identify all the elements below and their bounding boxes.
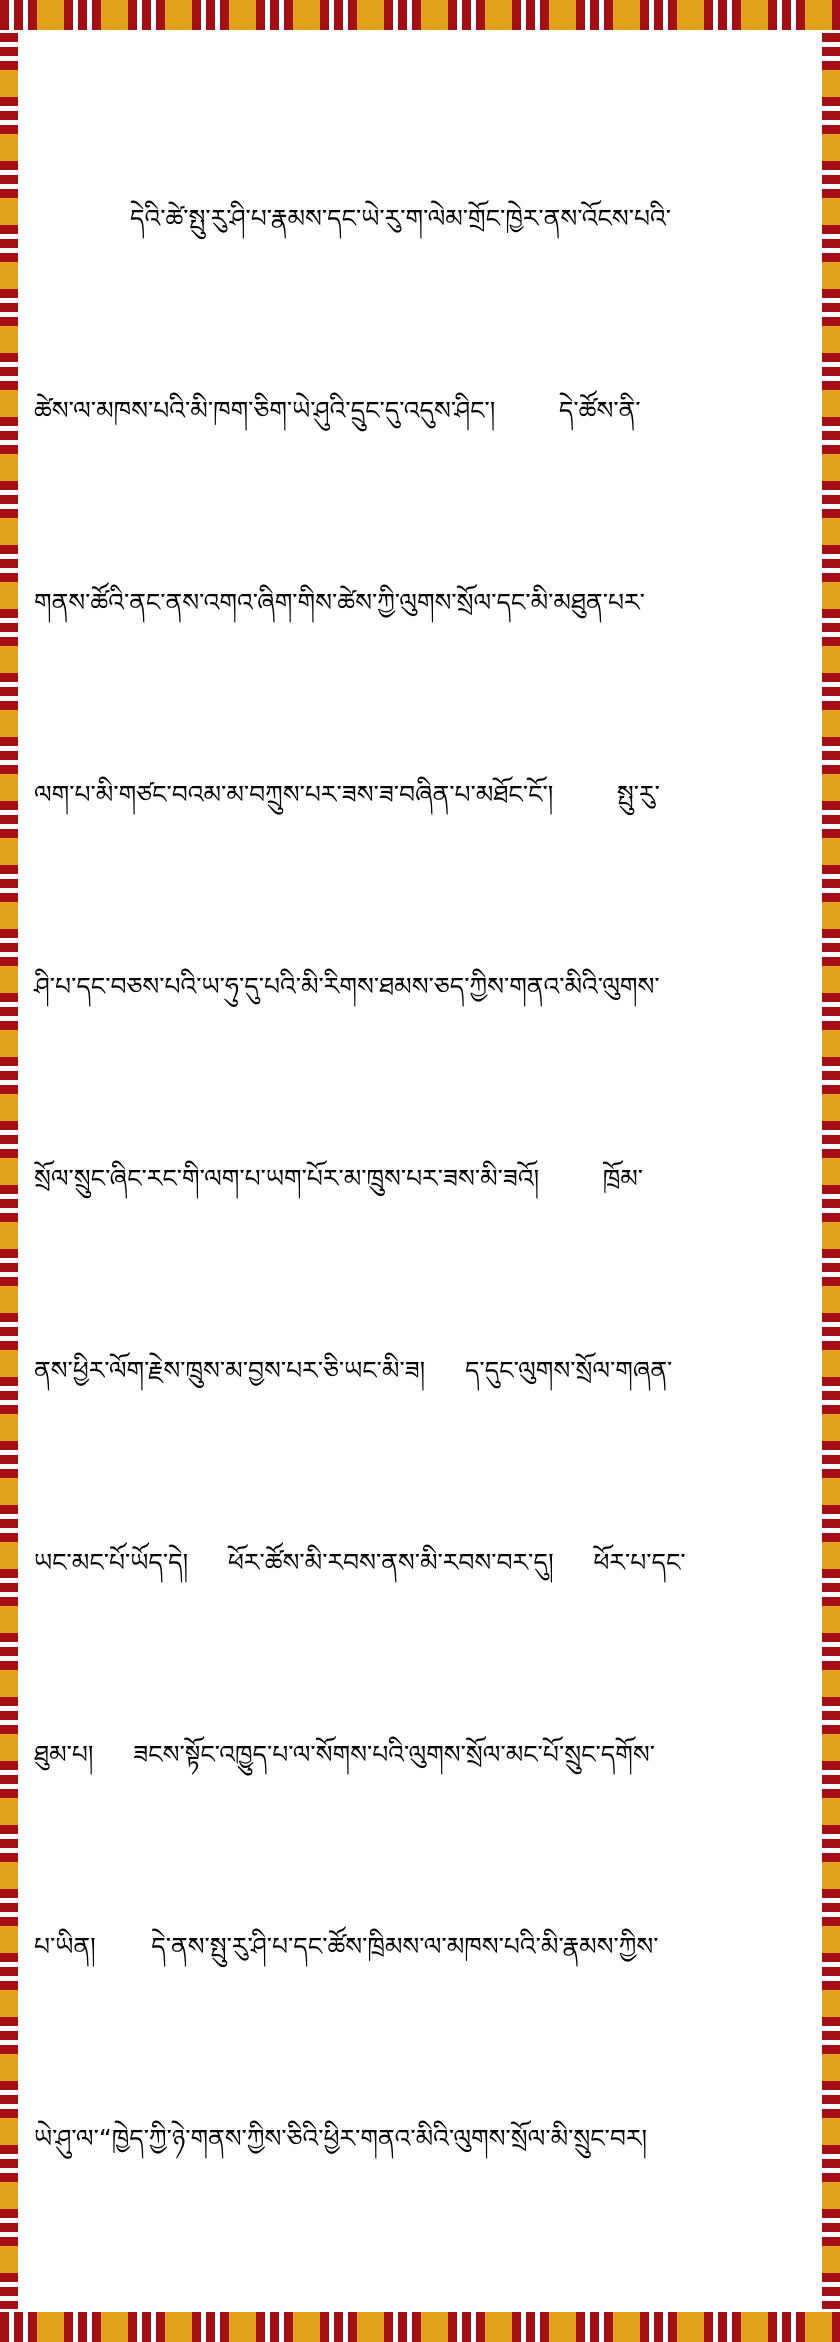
top-decorative-border (0, 0, 840, 33)
left-decorative-border (0, 33, 18, 2309)
text-line: ཡེ་ཤུ་ལ་“ཁྱེད་ཀྱི་ཉེ་གནས་ཀྱིས་ཅིའི་ཕྱིར་གནའ་མིའི་ལུགས་སྲོལ་མི་སྲུང་བར། (34, 2124, 648, 2153)
text-line: ཐུམ་པ། ཟངས་སྟོང་འཁྱུད་པ་ལ་སོགས་པའི་ལུགས་སྲོལ་མང་པོ་སྲུང་དགོས་ (34, 1740, 655, 1769)
text-line: ནས་ཕྱིར་ལོག་རྗེས་ཁྲུས་མ་བྱས་པར་ཅི་ཡང་མི་ཟ། ད་དུང་ལུགས་སྲོལ་གཞན་ (34, 1356, 673, 1385)
bottom-decorative-border (0, 2309, 840, 2342)
document-body (0, 33, 840, 2309)
text-line: དེའི་ཚེ་སྤུ་རུ་ཤི་པ་རྣམས་དང་ཡེ་རུ་ག་ལེམ་གྲོང་ཁྱེར་ནས་འོངས་པའི་ (130, 204, 672, 233)
text-line: ཡང་མང་པོ་ཡོད་དེ། ཕོར་ཚོས་མི་རབས་ནས་མི་རབས་བར་དུ། ཕོར་པ་དང་ (34, 1548, 686, 1577)
right-decorative-border (822, 33, 840, 2309)
text-line: གནས་ཚོའི་ནང་ནས་འགའ་ཞིག་གིས་ཚེས་ཀྱི་ལུགས་སྲོལ་དང་མི་མཐུན་པར་ (34, 588, 645, 617)
text-line: ཚེས་ལ་མཁས་པའི་མི་ཁག་ཅིག་ཡེ་ཤུའི་དྲུང་དུ་འདུས་ཤིང་། དེ་ཚོས་ནི་ (34, 396, 641, 425)
text-line: སྲོལ་སྲུང་ཞིང་རང་གི་ལག་པ་ཡག་པོར་མ་ཁྲུས་པར་ཟས་མི་ཟའོ། ཁྲོམ་ (34, 1164, 644, 1193)
text-line: པ་ཡིན། དེ་ནས་སྤུ་རུ་ཤི་པ་དང་ཚོས་ཁྲིམས་ལ་མཁས་པའི་མི་རྣམས་ཀྱིས་ (34, 1932, 659, 1961)
text-line: ཤི་པ་དང་བཅས་པའི་ཡ་ཧུ་དུ་པའི་མི་རིགས་ཐམས་ཅད་ཀྱིས་གནའ་མིའི་ལུགས་ (34, 972, 660, 1001)
text-line: ལག་པ་མི་གཙང་བའམ་མ་བཀྲུས་པར་ཟས་ཟ་བཞིན་པ་མཐོང་ངོ་། སྤུ་རུ་ (34, 780, 660, 809)
tibetan-paragraph (34, 59, 806, 2299)
